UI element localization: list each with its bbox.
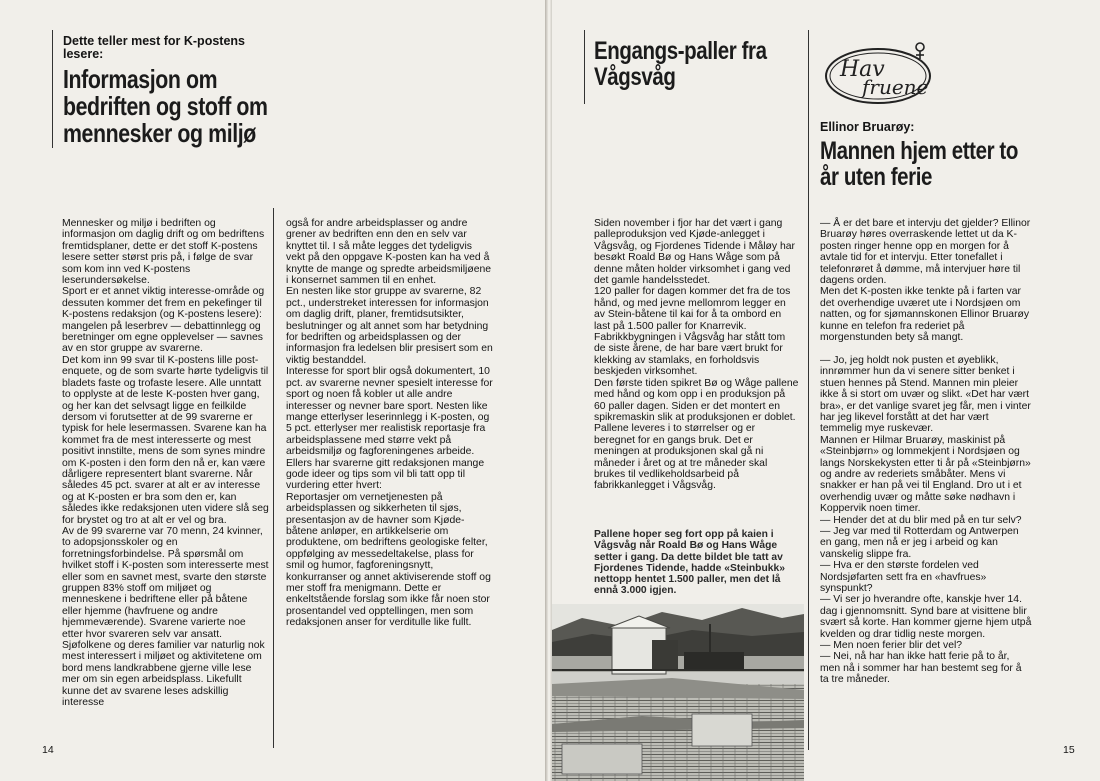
article-divider <box>808 30 809 750</box>
right-kicker: Ellinor Bruarøy: <box>820 120 915 134</box>
left-headline: Informasjon om bedriften og stoff om mennesker og miljø <box>63 64 268 148</box>
left-article-column-2: også for andre arbeidsplasser og andre grener av bedriften enn den en selv var knyttet til. I så måte legges det tydeligvis vekt på den oppgave K-posten kan ha ved å knytte de mange og spredte arbeidsmiljøene i konsernet sammen til en enhet. En nesten like stor gruppe av svarerne, 82 pct., understreket interessen for informasjon om daglig drift, planer, fremtidsutsikter, beslutninger og alt annet som har betydning for bedriften og arbeidsplassen og der informasjon fra ledelsen blir presisert som en viktig bestanddel. Interesse for sport blir også dokumentert, 10 pct. av svarerne nevner spesielt interesse for sport og noen få kobler ut alle andre interesser og nevner bare sport. Nesten like mange etterlyser leserinnlegg i K-posten, og 5 pct. etterlyser mer realistisk reportasje fra arbeidsplassene med større vekt på arbeidsmiljø og fagforeningenes arbeide. Ellers har svarerne gitt redaksjonen mange gode ideer og tips som vil bli tatt opp til vurdering etter hvert: Reportasjer om vernetjenesten på arbeidsplassen og sikkerheten til sjøs, presentasjon av de havner som Kjøde-båtene anløper, en artikkelserie om produktene, om bedriftens geologiske felter, oppfølging av messedeltakelse, plass for smil og humor, fagforeningsnytt, konkurranser og annet aktiviserende stoff og mer stoff fra menigmann. Dette er enkeltstående forslag som ikke får noen stor prosentandel ved opptellingen, men som redaksjonen anser for verditulle like fullt. <box>286 218 493 629</box>
headline-rule <box>584 30 585 104</box>
left-kicker: Dette teller mest for K-postens lesere: <box>63 34 245 61</box>
havfruene-interview-text: — Å er det bare et intervju det gjelder? Ellinor Bruarøy høres overraskende lettet ut da K-posten ringer henne opp en morgen for å avtale tid for et intervju. Etter tonefallet i telefonrøret å dømme, må intervjuer høre til dagens orden. Men det K-posten ikke tenkte på i farten var det overhendige uværet ute i Nordsjøen om natten, og for sjømannskonen Ellinor Bruarøy kunne en telefon fra rederiet på morgenstunden bety så mangt. — Jo, jeg holdt nok pusten et øyeblikk, innrømmer hun da vi senere sitter benket i stuen hennes på Stend. Mannen min pleier ikke å si stort om uvær og slikt. «Det har vært bra», er det vanlige svaret jeg får, men i vinter har jeg likevel forstått at det har vært temmelig mye ruskevær. Mannen er Hilmar Bruarøy, maskinist på «Steinbjørn» og lommekjent i Nordsjøen og langs Norskekysten etter ti år på «Steinbjørn» og andre av rederiets småbåter. Mens vi snakker er han på vei til England. Dro ut i et overhendig uvær og måtte søke nødhavn i Koppervik noen timer. — Hender det at du blir med på en tur selv? — Jeg var med til Rotterdam og Antwerpen en gang, men nå er jeg i arbeid og kan vanskelig slippe fra. — Hva er den største fordelen ved Nordsjøfarten sett fra en «havfrues» synspunkt? — Vi ser jo hverandre ofte, kanskje hver 14. dag i gjennomsnitt. Synd bare at visittene blir svært så korte. Han kommer gjerne hjem utpå kvelden og drar tidlig neste morgen. — Men noen ferier blir det vel? — Nei, nå har han ikke hatt ferie på to år, men nå i sommer har han bestemt seg for å ta tre måneder. <box>820 218 1032 686</box>
right-page <box>552 0 1100 781</box>
left-page <box>0 0 548 781</box>
page-number-left: 14 <box>42 744 54 756</box>
page-number-right: 15 <box>1063 744 1075 756</box>
photo-caption: Pallene hoper seg fort opp på kaien i Vågsvåg når Roald Bø og Hans Wåge setter i gang. Da dette bildet ble tatt av Fjordenes Tidende, hadde «Steinbukk» nettopp hentet 1.500 paller, men det lå ennå 3.000 igjen. <box>594 529 785 597</box>
svg-text:Hav: Hav <box>840 57 885 82</box>
havfruene-logo <box>820 36 940 108</box>
left-article-column-1: Mennesker og miljø i bedriften og informasjon om daglig drift og om bedriftens fremtidsplaner, dette er det stoff K-postens lesere setter størst pris på, i følge de svar som kom inn ved K-postens leserundersøkelse. Sport er et annet viktig interesse-område og dessuten kommer det frem en pekefinger til K-postens redaksjon (og K-postens lesere): mangelen på leserbrev — debattinnlegg og beretninger om egne opplevelser — savnes av en stor gruppe av svarerne. Det kom inn 99 svar til K-postens lille post-enquete, og de som svarte hørte tydeligvis til bladets faste og trofaste lesere. Alle unntatt to opplyste at de leste K-posten hver gang, og her kan det selvsagt ligge en feilkilde dersom vi forutsetter at de 99 svarerne er typisk for hele lesermassen. Svarene kan ha kommet fra de mest interesserte og mest positivt innstilte, mens de som synes mindre om K-posten i den form den nå er, kan være dårligere representert blant svarerne. Når således 45 pct. svarer at alt er av interesse og at K-posten er bra som den er, kan således ikke redaksjonen uten videre slå seg for brystet og tro at alt er vel og bra. Av de 99 svarerne var 70 menn, 24 kvinner, to adopsjonsskoler og en forretningsforbindelse. På spørsmål om hvilket stoff i K-posten som interesserte mest eller som en savnet mest, svarte den største gruppen 83% stoff om miljøet og menneskene i bedriftene eller på båtene eller hjemme (havfruene og andre hjemmeværende). Svarene varierte noe etter hvor svareren selv var ansatt. Sjøfolkene og deres familier var naturlig nok mest interessert i miljøet og aktivitetene om bord mens landkrabbene gjerne ville lese mer om sin egen arbeidsplass. Likefullt kunne det av svarene leses adskillig interesse <box>62 218 269 709</box>
pallets-photo <box>552 604 804 781</box>
havfruene-logo-graphic <box>820 36 940 108</box>
column-divider <box>273 208 274 748</box>
pallets-article-text: Siden november i fjor har det vært i gang palleproduksjon ved Kjøde-anlegget i Vågsvåg, og Fjordenes Tidende i Måløy har besøkt Roald Bø og Hans Wåge som på denne måten holder virksomhet i gang ved det gamle handelsstedet. 120 paller for dagen kommer det fra de tos hånd, og med jevne mellomrom legger en av Stein-båtene til kai for å ta ombord en last på 1.500 paller for Knarrevik. Fabrikkbygningen i Vågsvåg har stått tom de siste årene, de har bare vært brukt for klekking av stamlaks, en forholdsvis beskjeden virksomhet. Den første tiden spikret Bø og Wåge pallene med hånd og kom opp i en produksjon på 60 paller dagen. Siden er det montert en spikremaskin slik at produksjonen er doblet. Pallene leveres i to størrelser og er beregnet for en gangs bruk. Det er meningen at produksjonen skal gå ni måneder i året og at tre måneder skal brukes til vedlikeholdsarbeid på fabrikkanlegget i Vågsvåg. <box>594 218 799 492</box>
right-headline-pallets: Engangs-paller fra Vågsvåg <box>594 37 767 91</box>
svg-text:fruene: fruene <box>862 75 929 99</box>
right-headline-interview: Mannen hjem etter to år uten ferie <box>820 137 1018 191</box>
pallets-photo-graphic <box>552 604 804 781</box>
headline-rule <box>52 30 53 148</box>
